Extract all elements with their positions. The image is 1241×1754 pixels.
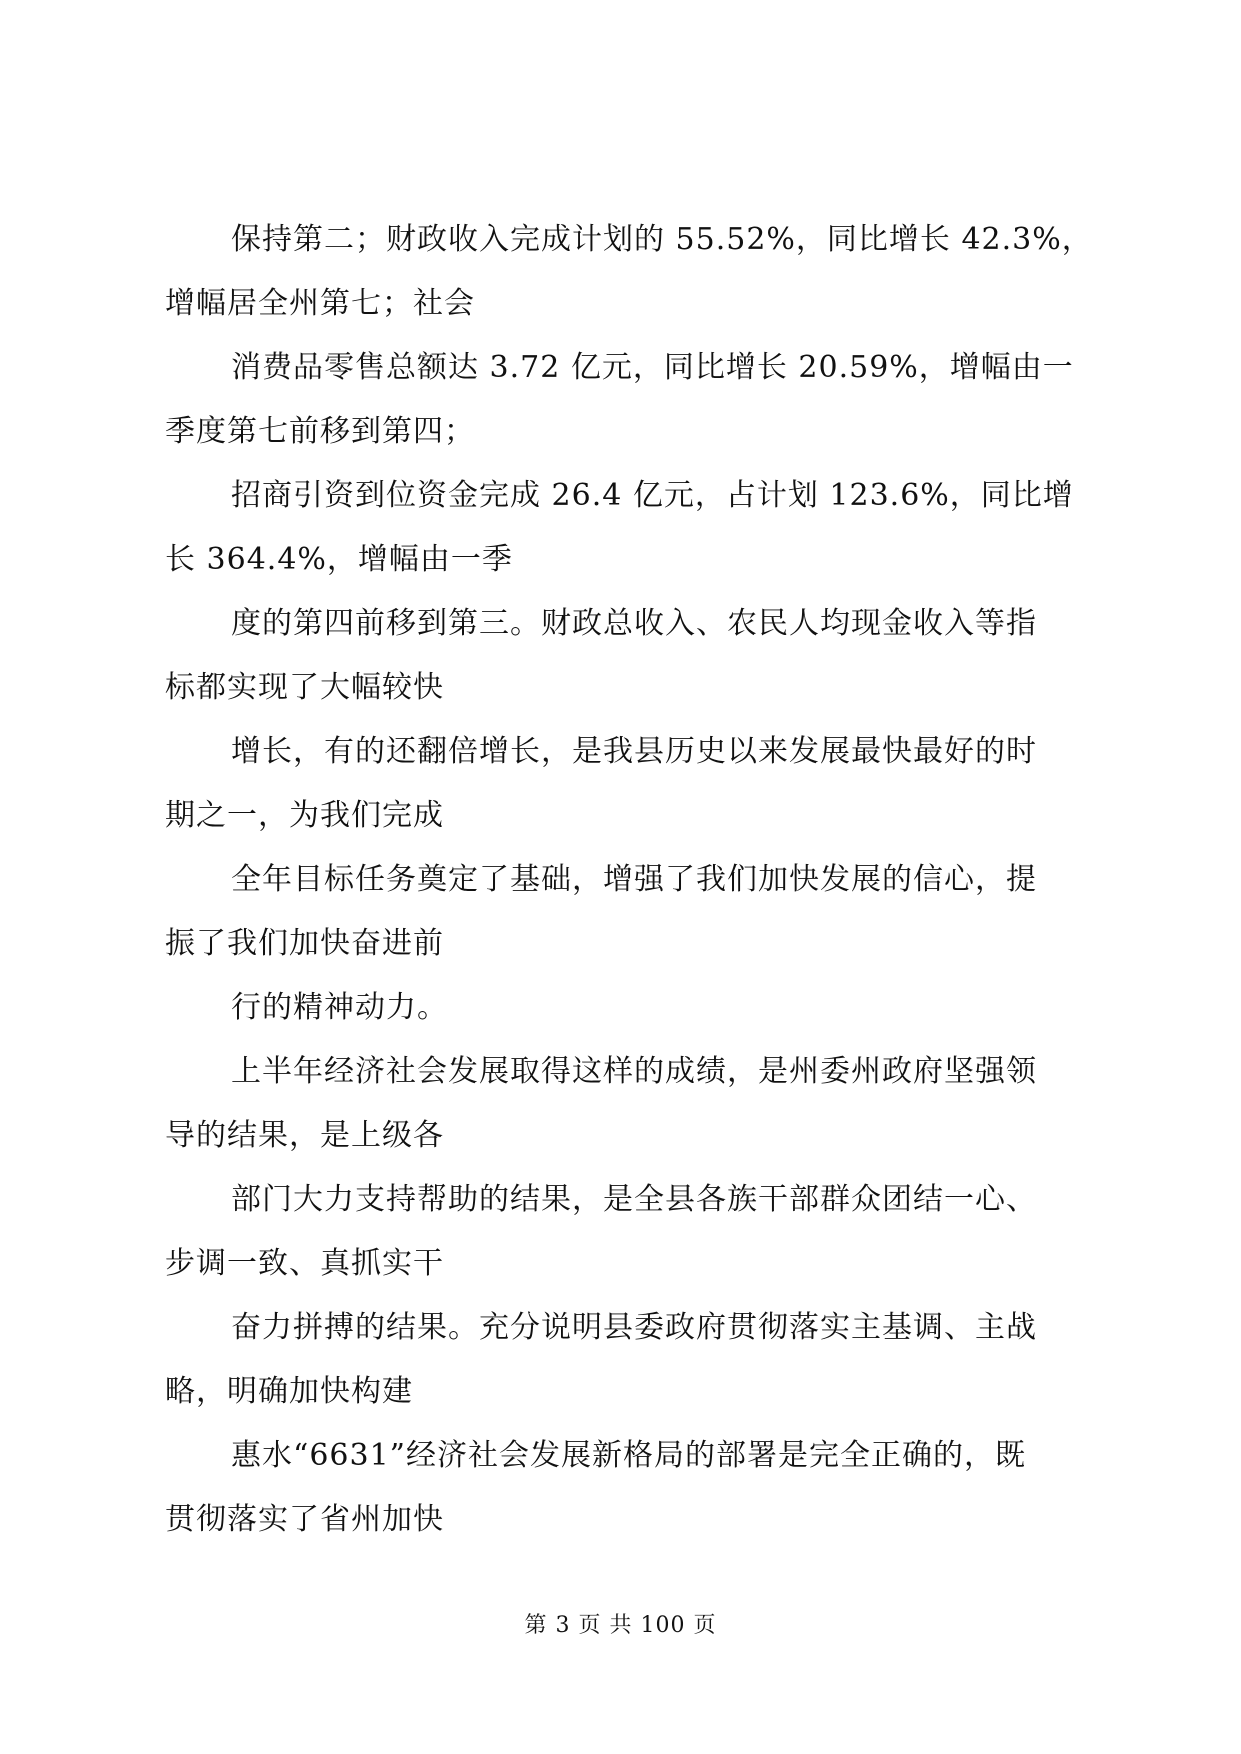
paragraph-4 — [165, 592, 1095, 720]
paragraph-line: 期之一，为我们完成 — [165, 798, 444, 833]
paragraph-line: 导的结果，是上级各 — [165, 1118, 444, 1153]
paragraph-line: 略，明确加快构建 — [165, 1374, 413, 1409]
paragraph-line: 季度第七前移到第四； — [165, 414, 475, 449]
paragraph-5 — [165, 720, 1095, 848]
page-footer-label: 第 3 页 共 100 页 — [524, 1613, 717, 1638]
paragraph-2 — [165, 336, 1095, 464]
paragraph-line: 步调一致、真抓实干 — [165, 1246, 444, 1281]
paragraph-line: 招商引资到位资金完成 26.4 亿元，占计划 123.6%，同比增 — [231, 478, 1074, 513]
paragraph-6 — [165, 848, 1095, 976]
paragraph-8 — [165, 1040, 1095, 1168]
paragraph-line: 增长，有的还翻倍增长，是我县历史以来发展最快最好的时 — [231, 734, 1037, 769]
paragraph-line: 保持第二；财政收入完成计划的 55.52%，同比增长 42.3%， — [231, 222, 1093, 257]
paragraph-line: 增幅居全州第七；社会 — [165, 286, 475, 321]
paragraph-7 — [165, 976, 1095, 1040]
paragraph-11 — [165, 1424, 1095, 1552]
paragraph-line: 行的精神动力。 — [231, 990, 448, 1025]
paragraph-line: 部门大力支持帮助的结果，是全县各族干部群众团结一心、 — [231, 1182, 1037, 1217]
paragraph-10 — [165, 1296, 1095, 1424]
paragraph-9 — [165, 1168, 1095, 1296]
paragraph-1 — [165, 208, 1095, 336]
paragraph-line: 奋力拼搏的结果。充分说明县委政府贯彻落实主基调、主战 — [231, 1310, 1037, 1345]
paragraph-3 — [165, 464, 1095, 592]
paragraph-line: 长 364.4%，增幅由一季 — [165, 542, 513, 577]
paragraph-line: 标都实现了大幅较快 — [165, 670, 444, 705]
paragraph-line: 惠水“6631”经济社会发展新格局的部署是完全正确的，既 — [231, 1438, 1027, 1473]
paragraph-line: 消费品零售总额达 3.72 亿元，同比增长 20.59%，增幅由一 — [231, 350, 1074, 385]
paragraph-line: 全年目标任务奠定了基础，增强了我们加快发展的信心，提 — [231, 862, 1037, 897]
paragraph-line: 度的第四前移到第三。财政总收入、农民人均现金收入等指 — [231, 606, 1037, 641]
paragraph-line: 上半年经济社会发展取得这样的成绩，是州委州政府坚强领 — [231, 1054, 1037, 1089]
paragraph-line: 贯彻落实了省州加快 — [165, 1502, 444, 1537]
paragraph-line: 振了我们加快奋进前 — [165, 926, 444, 961]
